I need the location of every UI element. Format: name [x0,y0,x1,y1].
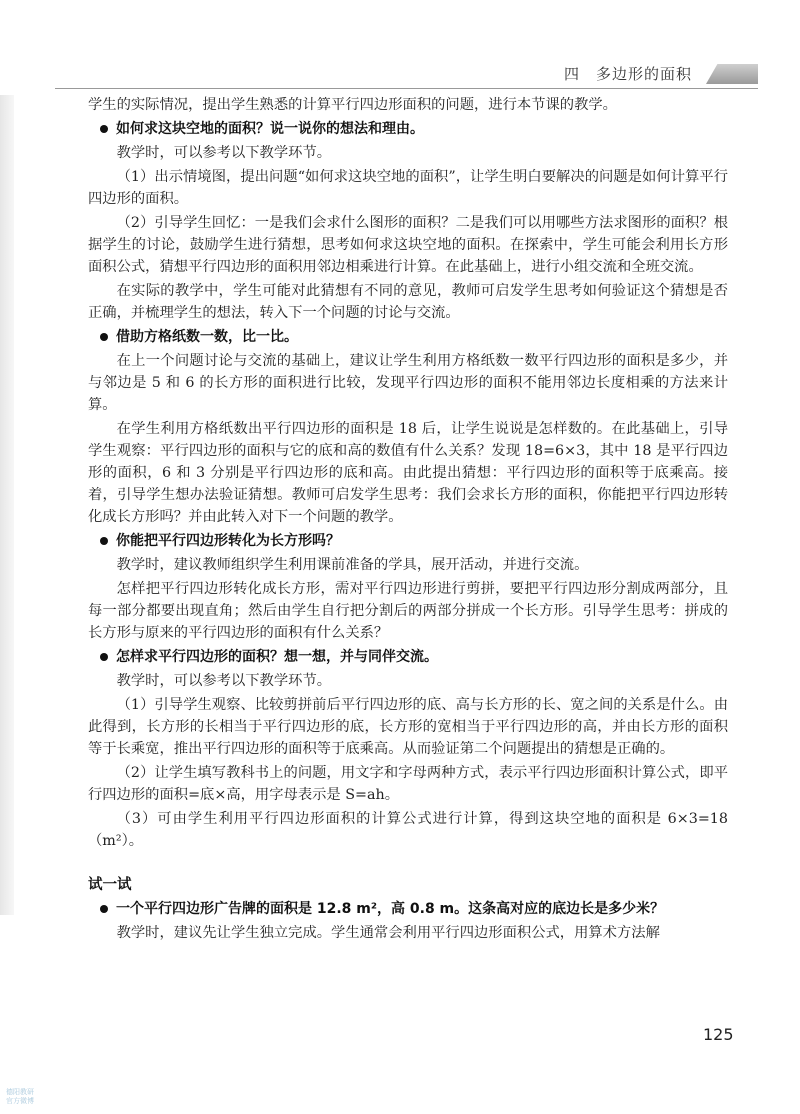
section-heading-try: 试一试 [88,877,132,893]
paragraph: （3）可由学生利用平行四边形面积的计算公式进行计算，得到这块空地的面积是 6×3=18（m²）。 [88,811,728,849]
page-header [0,58,800,88]
bullet-icon [100,653,108,661]
header-rule [55,88,758,89]
question-heading [88,118,728,140]
bullet-icon [100,537,108,545]
paragraph: （1）出示情境图，提出问题“如何求这块空地的面积”，让学生明白要解决的问题是如何计算平行四边形的面积。 [88,169,728,207]
paragraph: 教学时，可以参考以下教学环节。 [116,145,332,161]
paragraph: 在学生利用方格纸数出平行四边形的面积是 18 后，让学生说说是怎样数的。在此基础上，引导学生观察：平行四边形的面积与它的底和高的数值有什么关系？发现 18=6×3，其中 18 是平行四边形的面积，6 和 3 分别是平行四边形的底和高。由此提出猜想：平行四边形的面积等于底乘高。接着，引导学生想办法验证猜想。教师可启发学生思考：我们会求长方形的面积，你能把平行四边形转化成长方形吗？并由此转入对下一个问题的教学。 [88,421,728,525]
paragraph: 在实际的教学中，学生可能对此猜想有不同的意见，教师可启发学生思考如何验证这个猜想是否正确，并梳理学生的想法，转入下一个问题的讨论与交流。 [88,283,728,321]
paragraph: （1）引导学生观察、比较剪拼前后平行四边形的底、高与长方形的长、宽之间的关系是什么。由此得到，长方形的长相当于平行四边形的底，长方形的宽相当于平行四边形的高，并由长方形的面积等于长乘宽，推出平行四边形的面积等于底乘高。从而验证第二个问题提出的猜想是正确的。 [88,697,728,757]
paragraph: （2）让学生填写教科书上的问题，用文字和字母两种方式，表示平行四边形面积计算公式，即平行四边形的面积=底×高，用字母表示是 S=ah。 [88,765,728,803]
paragraph: （2）引导学生回忆：一是我们会求什么图形的面积？二是我们可以用哪些方法求图形的面积？根据学生的讨论，鼓励学生进行猜想，思考如何求这块空地的面积。在探索中，学生可能会利用长方形面积公式，猜想平行四边形的面积用邻边相乘进行计算。在此基础上，进行小组交流和全班交流。 [88,215,728,275]
paragraph: 学生的实际情况，提出学生熟悉的计算平行四边形面积的问题，进行本节课的教学。 [88,97,617,113]
chapter-tab-decoration [706,64,758,84]
bullet-icon [100,333,108,341]
bullet-icon [100,905,108,913]
paragraph: 教学时，建议教师组织学生利用课前准备的学具，展开活动，并进行交流。 [116,557,589,573]
question-text: 一个平行四边形广告牌的面积是 12.8 m²，高 0.8 m。这条高对应的底边长是多少米？ [116,901,665,917]
paragraph: 怎样把平行四边形转化成长方形，需对平行四边形进行剪拼，要把平行四边形分割成两部分，且每一部分都要出现直角；然后由学生自行把分割后的两部分拼成一个长方形。引导学生思考：拼成的长方形与原来的平行四边形的面积有什么关系？ [88,581,728,641]
question-text: 如何求这块空地的面积？说一说你的想法和理由。 [116,121,424,137]
paragraph: 教学时，建议先让学生独立完成。学生通常会利用平行四边形面积公式，用算术方法解 [116,925,660,941]
paragraph: 教学时，可以参考以下教学环节。 [116,673,332,689]
page-edge-shade [0,95,14,915]
paragraph: 在上一个问题讨论与交流的基础上，建议让学生利用方格纸数一数平行四边形的面积是多少，并与邻边是 5 和 6 的长方形的面积进行比较，发现平行四边形的面积不能用邻边长度相乘的方法来计算。 [88,353,728,413]
question-heading [88,326,728,348]
watermark-text: 德阳教研 官方微博 [6,1088,34,1105]
page-number: 125 [703,1025,734,1044]
question-heading [88,646,728,668]
question-text: 借助方格纸数一数，比一比。 [116,329,298,345]
question-heading [88,530,728,552]
question-heading [88,898,728,920]
bullet-icon [100,125,108,133]
page-body [88,94,728,946]
question-text: 怎样求平行四边形的面积？想一想，并与同伴交流。 [116,649,438,665]
chapter-title: 四 多边形的面积 [563,65,692,83]
question-text: 你能把平行四边形转化为长方形吗？ [116,533,340,549]
